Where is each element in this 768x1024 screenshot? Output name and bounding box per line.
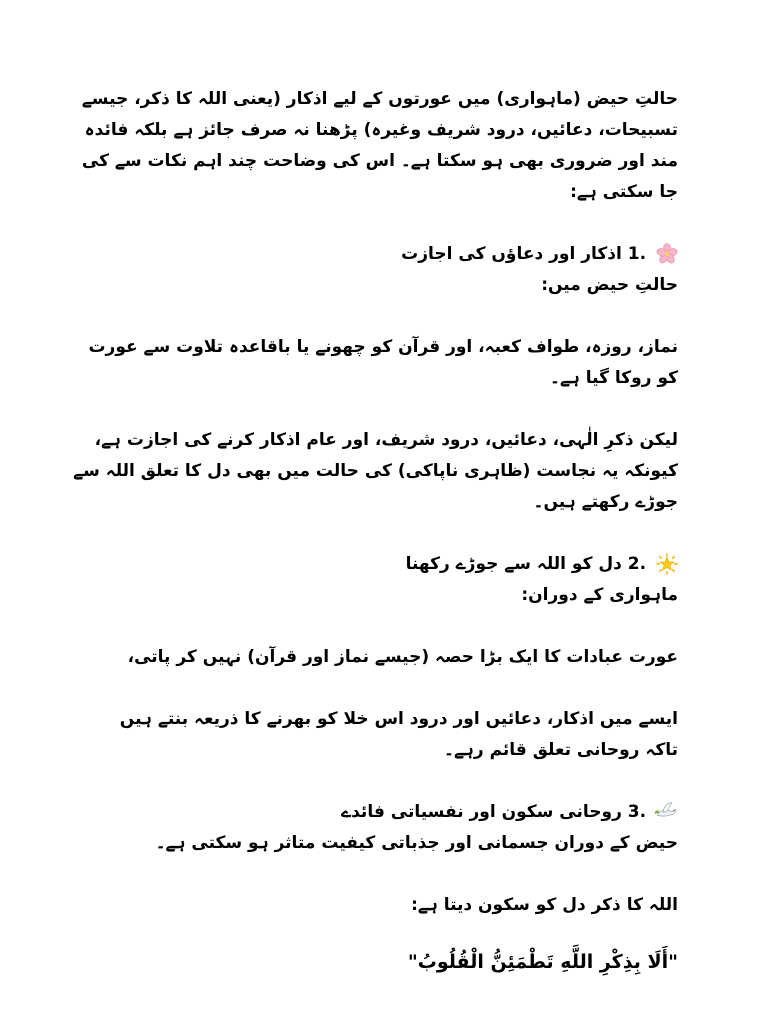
intro-paragraph xyxy=(81,84,678,208)
section-1-paragraph-1 xyxy=(88,332,678,394)
cherry-blossom-icon xyxy=(656,243,678,265)
paragraph-line: عورت عبادات کا ایک بڑا حصہ (جیسے نماز اور قرآن) نہیں کر پاتی، xyxy=(127,647,678,667)
paragraph-line: کو روکا گیا ہے۔ xyxy=(549,368,678,388)
section-2-number: 2. xyxy=(627,554,647,574)
intro-line: حالتِ حیض (ماہواری) میں عورتوں کے لیے اذکار (یعنی اللہ کا ذکر، جیسے xyxy=(81,89,678,109)
section-1-title: اذکار اور دعاؤں کی اجازت xyxy=(401,244,622,264)
section-3-number: 3. xyxy=(627,802,647,822)
section-2-subtitle: ماہواری کے دوران: xyxy=(521,585,678,605)
document-body xyxy=(73,84,678,979)
section-3-subtitle: حیض کے دوران جسمانی اور جذباتی کیفیت متاثر ہو سکتی ہے۔ xyxy=(155,833,678,853)
glowing-star-icon xyxy=(656,553,678,575)
intro-line: جا سکتی ہے: xyxy=(570,182,678,202)
intro-line: مند اور ضروری بھی ہو سکتا ہے۔ اس کی وضاحت چند اہم نکات سے کی xyxy=(81,151,678,171)
section-1-subtitle: حالتِ حیض میں: xyxy=(541,275,678,295)
section-3-heading xyxy=(88,797,678,828)
section-2-paragraph-1 xyxy=(88,642,678,673)
section-2-title: دل کو اللہ سے جوڑے رکھنا xyxy=(405,554,622,574)
paragraph-line: لیکن ذکرِ الٰہی، دعائیں، درود شریف، اور عام اذکار کرنے کی اجازت ہے، xyxy=(94,430,678,450)
section-3-title: روحانی سکون اور نفسیاتی فائدے xyxy=(341,802,622,822)
section-2-paragraph-2 xyxy=(88,704,678,766)
section-1-paragraph-2 xyxy=(73,425,678,518)
paragraph-line: کیونکہ یہ نجاست (ظاہری ناپاکی) کی حالت میں بھی دل کا تعلق اللہ سے xyxy=(73,461,678,481)
paragraph-line: تاکہ روحانی تعلق قائم رہے۔ xyxy=(444,740,678,760)
section-1-number: 1. xyxy=(627,244,647,264)
paragraph-line: ایسے میں اذکار، دعائیں اور درود اس خلا کو بھرنے کا ذریعہ بنتے ہیں xyxy=(119,709,678,729)
section-2-heading xyxy=(88,549,678,580)
quran-quote: "أَلَا بِذِكْرِ اللَّهِ تَطْمَئِنُّ الْقُلُوبُ" xyxy=(407,951,678,973)
section-3-paragraph-1 xyxy=(88,890,678,921)
dove-icon xyxy=(656,801,678,823)
intro-line: تسبیحات، دعائیں، درود شریف وغیرہ) پڑھنا نہ صرف جائز ہے بلکہ فائدہ xyxy=(84,120,678,140)
paragraph-line: اللہ کا ذکر دل کو سکون دیتا ہے: xyxy=(411,895,678,915)
section-1-heading xyxy=(88,239,678,270)
paragraph-line: جوڑے رکھتے ہیں۔ xyxy=(533,492,678,512)
paragraph-line: نماز، روزہ، طواف کعبہ، اور قرآن کو چھونے یا باقاعدہ تلاوت سے عورت xyxy=(88,337,678,357)
